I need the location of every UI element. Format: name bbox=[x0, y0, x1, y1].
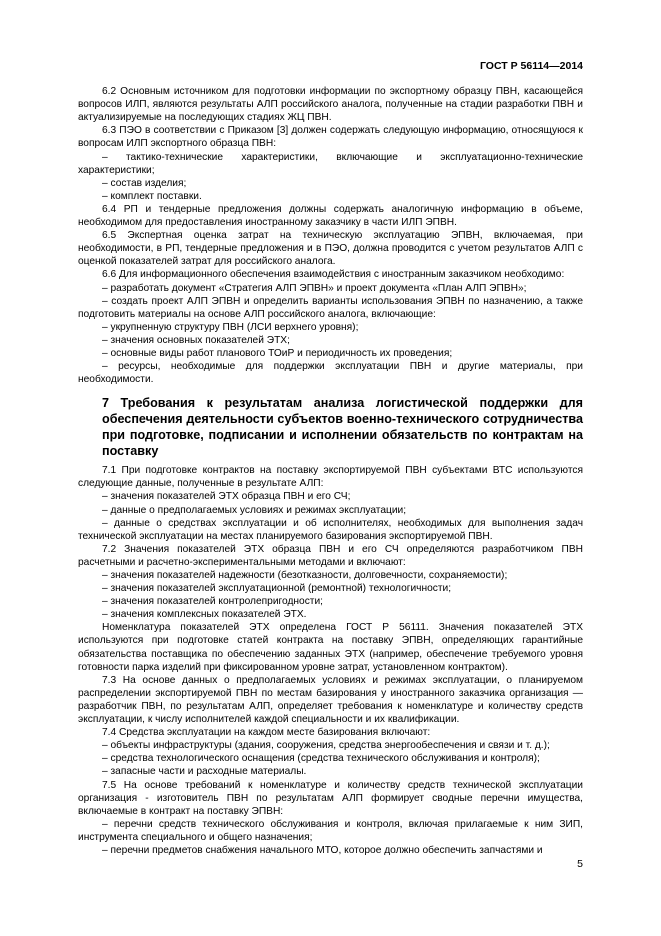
list-item: – основные виды работ планового ТОиР и периодичность их проведения; bbox=[102, 347, 453, 359]
list-item: – состав изделия; bbox=[102, 177, 187, 189]
paragraph: 6.4 РП и тендерные предложения должны содержать аналогичную информацию в объеме, необходимом для предоставления иностранному заказчику в части ИЛП ЭПВН. bbox=[78, 203, 583, 229]
list-item: – перечни предметов снабжения начального МТО, которое должно обеспечить запчастями и bbox=[102, 844, 543, 856]
list-item: – значения показателей эксплуатационной (ремонтной) технологичности; bbox=[102, 583, 452, 595]
list-item: – значения показателей ЭТХ образца ПВН и его СЧ; bbox=[102, 491, 351, 503]
list-item: – значения показателей надежности (безотказности, долговечности, сохраняемости); bbox=[102, 570, 508, 581]
list-item: – укрупненную структуру ПВН (ЛСИ верхнего уровня); bbox=[102, 321, 359, 333]
paragraph: 7.3 На основе данных о предполагаемых условиях и режимах эксплуатации, о планируемом распределении экспортируемой ПВН по местам базирования у иностранного заказчика организация — разработчик ПВН, по результатам АЛП, определяет требования к номенклатуре и количеству средств эксплуатации, к числу исполнителей каждой специальности и их квалификации. bbox=[78, 674, 583, 726]
paragraph: 6.3 ПЭО в соответствии с Приказом [3] должен содержать следующую информацию, относящуюся к вопросам ИЛП экспортного образца ПВН: bbox=[78, 125, 583, 150]
paragraph: 7.5 На основе требований к номенклатуре и количеству средств технической эксплуатации организация - изготовитель ПВН по результатам АЛП формирует сводные перечни имущества, включаемые в контракт на поставку ЭПВН: bbox=[78, 779, 583, 817]
list-item: – разработать документ «Стратегия АЛП ЭПВН» и проект документа «План АЛП ЭПВН»; bbox=[102, 282, 527, 294]
list-item: – объекты инфраструктуры (здания, сооружения, средства энергообеспечения и связи и т. д.); bbox=[102, 740, 550, 752]
section-heading: 7 Требования к результатам анализа логистической поддержки для обеспечения деятельности субъектов военно-технического сотрудничества при подготовке, подписании и исполнении обязательств по контрактам на поставку bbox=[102, 396, 583, 459]
list-item: – значения комплексных показателей ЭТХ. bbox=[102, 609, 307, 621]
paragraph: 6.2 Основным источником для подготовки информации по экспортному образцу ПВН, касающейся вопросов ИЛП, являются результаты АЛП российского аналога, полученные на стадии разработки ПВН и актуализируемые на последующих стадиях ЖЦ ПВН. bbox=[78, 86, 583, 124]
list-item: – ресурсы, необходимые для поддержки эксплуатации ПВН и другие материалы, при необходимости. bbox=[78, 361, 583, 386]
paragraph: 6.6 Для информационного обеспечения взаимодействия с иностранным заказчиком необходимо: bbox=[102, 269, 565, 281]
paragraph: 7.4 Средства эксплуатации на каждом месте базирования включают: bbox=[102, 727, 431, 739]
page-number: 5 bbox=[577, 858, 583, 870]
list-item: – тактико-технические характеристики, включающие и эксплуатационно-технические характеристики; bbox=[78, 151, 583, 176]
list-item: – создать проект АЛП ЭПВН и определить варианты использования ЭПВН по назначению, а также подготовить материалы на основе АЛП российского аналога, включающие: bbox=[78, 295, 583, 320]
list-item: – средства технологического оснащения (средства технического обслуживания и контроля); bbox=[102, 753, 540, 765]
list-item: – перечни средств технического обслуживания и контроля, включая прилагаемые к ним ЗИП, инструмента специального и общего назначения; bbox=[78, 818, 583, 843]
document-header: ГОСТ Р 56114—2014 bbox=[479, 60, 583, 72]
list-item: – данные о предполагаемых условиях и режимах эксплуатации; bbox=[102, 504, 407, 516]
list-item: – значения показателей контролепригодности; bbox=[102, 596, 323, 608]
list-item: – запасные части и расходные материалы. bbox=[102, 766, 307, 778]
paragraph: 7.2 Значения показателей ЭТХ образца ПВН и его СЧ определяются разработчиком ПВН расчетными и расчетно-экспериментальными методами и включают: bbox=[78, 543, 583, 568]
list-item: – значения основных показателей ЭТХ; bbox=[102, 334, 290, 346]
list-item: – данные о средствах эксплуатации и об исполнителях, необходимых для выполнения задач технической эксплуатации на местах планируемого базирования экспортируемой ПВН. bbox=[78, 517, 583, 542]
paragraph: 6.5 Экспертная оценка затрат на техническую эксплуатацию ЭПВН, включаемая, при необходимости, в РП, тендерные предложения и в ПЭО, должна проводится с учетом результатов АЛП с оценкой показателей затрат для российского аналога. bbox=[78, 230, 583, 268]
paragraph: Номенклатура показателей ЭТХ определена ГОСТ Р 56111. Значения показателей ЭТХ используются при подготовке статей контракта на поставку ЭПВН, определяющих гарантийные обязательства поставщика по обеспечению заданных ЭТХ (например, обеспечение требуемого уровня готовности парка изделий при фиксированном уровне затрат, установленном контрактом). bbox=[78, 622, 583, 673]
list-item: – комплект поставки. bbox=[102, 190, 202, 202]
paragraph: 7.1 При подготовке контрактов на поставку экспортируемой ПВН субъектами ВТС используются следующие данные, полученные в результате АЛП: bbox=[78, 465, 583, 490]
